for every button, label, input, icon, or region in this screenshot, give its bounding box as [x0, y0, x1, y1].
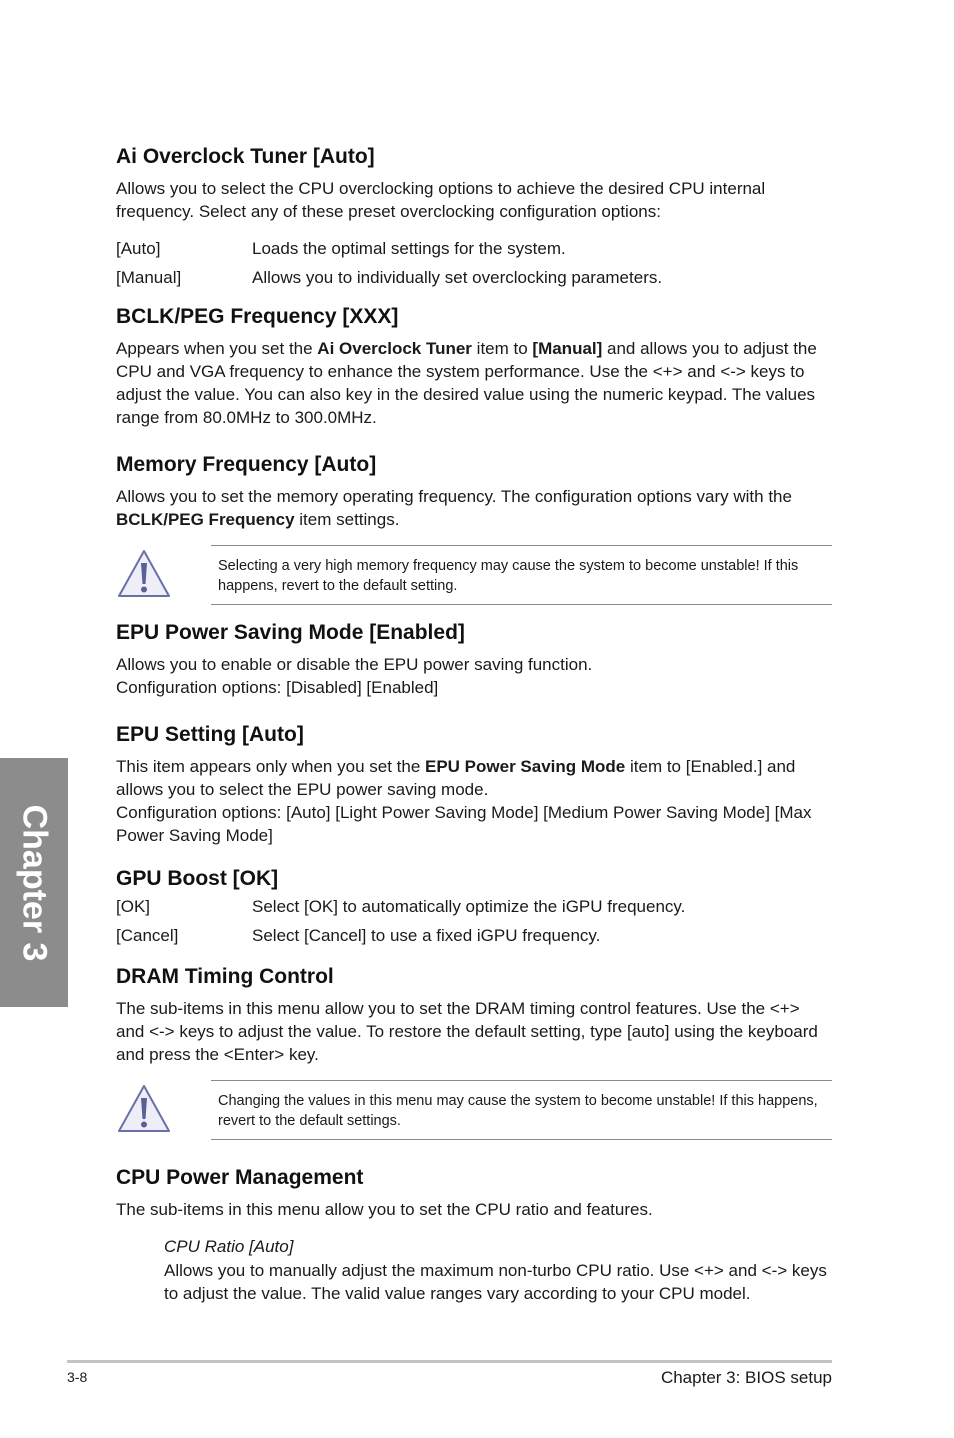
gpu-boost-heading: GPU Boost [OK] — [116, 867, 279, 890]
cpu-ratio-desc: Allows you to manually adjust the maximum non-turbo CPU ratio. Use <+> and <-> keys to adjust the value. The valid value ranges vary according to your CPU model. — [164, 1261, 827, 1303]
section-gpu-boost — [116, 865, 832, 947]
dram-heading: DRAM Timing Control — [116, 965, 334, 988]
option-value: Select [OK] to automatically optimize the iGPU frequency. — [252, 897, 686, 916]
epu-power-desc: Allows you to enable or disable the EPU power saving function. — [116, 655, 593, 674]
bold-term: [Manual] — [532, 339, 603, 358]
chapter-tab-label: Chapter 3 — [15, 804, 54, 961]
warning-note — [116, 1080, 832, 1140]
section-dram — [116, 963, 832, 1140]
section-bclk — [116, 303, 832, 429]
cpu-ratio-title: CPU Ratio [Auto] — [164, 1237, 294, 1256]
warning-icon — [116, 1083, 172, 1135]
bclk-heading: BCLK/PEG Frequency [XXX] — [116, 305, 399, 328]
epu-setting-options: Configuration options: [Auto] [Light Power Saving Mode] [Medium Power Saving Mode] [Max Power Saving Mode] — [116, 803, 812, 845]
warning-text: Changing the values in this menu may cause the system to become unstable! If this happens, revert to the default settings. — [211, 1080, 832, 1140]
chapter-side-tab — [0, 758, 68, 1007]
section-epu-power — [116, 619, 832, 699]
warning-note — [116, 545, 832, 605]
page-content — [116, 143, 832, 1319]
bclk-desc: Appears when you set the Ai Overclock Tuner item to [Manual] and allows you to adjust the CPU and VGA frequency to enhance the system performance. Use the <+> and <-> keys to adjust the value. You can also key in the desired value using the numeric keypad. The values range from 80.0MHz to 300.0MHz. — [116, 339, 817, 427]
dram-desc: The sub-items in this menu allow you to set the DRAM timing control features. Use the <+> and <-> keys to adjust the value. To restore the default setting, type [auto] using the keyboard and press the <Enter> key. — [116, 999, 818, 1064]
section-ai-overclock — [116, 143, 832, 289]
option-key: [Manual] — [116, 268, 182, 287]
section-epu-setting — [116, 721, 832, 847]
memory-desc: Allows you to set the memory operating frequency. The configuration options vary with the BCLK/PEG Frequency item settings. — [116, 487, 792, 529]
option-key: [Auto] — [116, 239, 161, 258]
option-row — [116, 266, 832, 289]
option-value: Loads the optimal settings for the system. — [252, 239, 566, 258]
ai-overclock-heading: Ai Overclock Tuner [Auto] — [116, 145, 375, 168]
bold-term: Ai Overclock Tuner — [317, 339, 472, 358]
epu-power-heading: EPU Power Saving Mode [Enabled] — [116, 621, 465, 644]
footer-chapter: Chapter 3: BIOS setup — [660, 1368, 832, 1387]
page-number: 3-8 — [67, 1369, 88, 1385]
cpu-ratio-subitem — [164, 1235, 832, 1305]
epu-power-options: Configuration options: [Disabled] [Enabled] — [116, 678, 439, 697]
warning-text: Selecting a very high memory frequency may cause the system to become unstable! If this happens, revert to the default setting. — [211, 545, 832, 605]
option-row — [116, 924, 832, 947]
bold-term: EPU Power Saving Mode — [425, 757, 626, 776]
option-row — [116, 237, 832, 260]
section-cpu-power — [116, 1164, 832, 1305]
footer-divider — [67, 1360, 832, 1363]
epu-setting-desc: This item appears only when you set the EPU Power Saving Mode item to [Enabled.] and allows you to select the EPU power saving mode. — [116, 757, 796, 799]
memory-heading: Memory Frequency [Auto] — [116, 453, 377, 476]
option-key: [Cancel] — [116, 926, 179, 945]
ai-overclock-desc: Allows you to select the CPU overclocking options to achieve the desired CPU internal frequency. Select any of these preset overclocking configuration options: — [116, 179, 766, 221]
epu-setting-heading: EPU Setting [Auto] — [116, 723, 304, 746]
section-memory — [116, 451, 832, 605]
cpu-power-desc: The sub-items in this menu allow you to set the CPU ratio and features. — [116, 1200, 653, 1219]
option-row — [116, 895, 832, 918]
warning-icon — [116, 548, 172, 600]
cpu-power-heading: CPU Power Management — [116, 1166, 364, 1189]
option-value: Allows you to individually set overclocking parameters. — [252, 268, 663, 287]
option-key: [OK] — [116, 897, 151, 916]
bold-term: BCLK/PEG Frequency — [116, 510, 295, 529]
option-value: Select [Cancel] to use a fixed iGPU frequency. — [252, 926, 601, 945]
